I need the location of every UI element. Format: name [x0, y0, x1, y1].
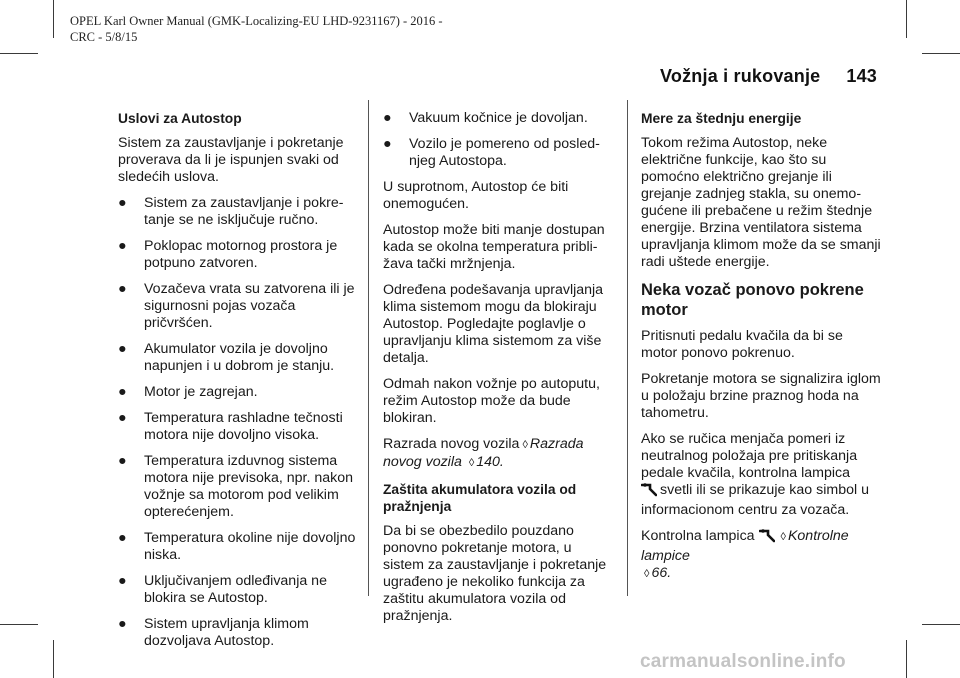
list-item — [118, 384, 358, 401]
list-item — [118, 238, 358, 272]
page-header — [609, 66, 877, 87]
cross-reference — [641, 528, 881, 583]
autostop-lamp-icon — [641, 483, 657, 502]
list-item-text: Temperatura okoline nije dovoljno niska. — [144, 530, 356, 563]
bullet-mark: ● — [118, 384, 127, 400]
crop-mark — [906, 0, 907, 38]
reference-symbol: ◊ — [468, 457, 475, 469]
reference-link[interactable]: Razrada novog vozila — [383, 436, 584, 470]
meta-line-2: CRC - 5/8/15 — [70, 30, 138, 44]
list-item-text: Sistem za zaustavljanje i pokre-tanje se ne isključuje ručno. — [144, 195, 344, 228]
bullet-mark: ● — [118, 195, 127, 211]
column-2 — [383, 110, 613, 634]
heading-autostop-conditions: Uslovi za Autostop — [118, 111, 242, 126]
paragraph: Pokretanje motora se signalizira iglom u položaju brzine praznog hoda na tahometru. — [641, 371, 881, 421]
paragraph: Da bi se obezbedilo pouzdano ponovno pokretanje motora, u sistem za zaustavljanje i pokretanje ugrađeno je nekoliko funkcija za zaštitu akumulatora vozila od pražnjenja. — [383, 523, 607, 624]
list-item — [118, 573, 358, 607]
text-after-icon: svetli ili se prikazuje kao simbol u informacionom centru za vozača. — [641, 482, 869, 518]
list-item-text: Vakuum kočnice je dovoljan. — [409, 110, 588, 126]
bullet-mark: ● — [118, 616, 127, 632]
list-item — [118, 195, 358, 229]
list-item — [118, 616, 358, 650]
crop-mark — [0, 624, 38, 625]
bullet-mark: ● — [118, 281, 127, 297]
column-divider — [627, 100, 628, 596]
list-item — [383, 110, 613, 127]
bullet-mark: ● — [118, 341, 127, 357]
list-item — [118, 530, 358, 564]
bullet-mark: ● — [118, 410, 127, 426]
heading-energy-saving: Mere za štednju energije — [641, 111, 802, 126]
text-before-icon: Ako se ručica menjača pomeri iz neutralnog položaja pre pritiskanja pedale kvačila, kontrolna lampica — [641, 431, 858, 481]
crop-mark — [906, 640, 907, 678]
list-item — [118, 410, 358, 444]
crop-mark — [922, 624, 960, 625]
paragraph — [641, 431, 881, 519]
conditions-list-continued — [383, 110, 613, 170]
list-item-text: Sistem upravljanja klimom dozvoljava Autostop. — [144, 616, 309, 649]
crop-mark — [53, 640, 54, 678]
list-item — [118, 281, 358, 332]
section-title: Vožnja i rukovanje — [660, 66, 821, 86]
list-item-text: Vozačeva vrata su zatvorena ili je sigurnosni pojas vozača pričvršćen. — [144, 281, 355, 331]
reference-prefix: Razrada novog vozila — [383, 436, 520, 452]
autostop-lamp-icon — [759, 529, 775, 548]
page-number: 143 — [846, 66, 877, 86]
list-item — [118, 341, 358, 375]
conditions-list — [118, 195, 358, 650]
reference-page[interactable]: 140. — [476, 454, 504, 470]
paragraph: U suprotnom, Autostop će biti onemogućen. — [383, 179, 569, 212]
cross-reference — [383, 436, 613, 472]
column-divider — [368, 100, 369, 596]
list-item-text: Akumulator vozila je dovoljno napunjen i u dobrom je stanju. — [144, 341, 335, 374]
list-item — [383, 136, 613, 170]
paragraph: Autostop može biti manje dostupan kada se okolna temperatura pribli-žava tački mržnjenja. — [383, 222, 605, 272]
reference-link[interactable]: Kontrolne lampice — [641, 528, 849, 564]
crop-mark — [922, 53, 960, 54]
list-item — [118, 453, 358, 521]
column-3 — [641, 110, 881, 592]
list-item-text: Vozilo je pomereno od posled-njeg Autostopa. — [409, 136, 600, 169]
bullet-mark: ● — [383, 110, 392, 126]
reference-symbol: ◊ — [644, 568, 650, 580]
list-item-text: Temperatura izduvnog sistema motora nije previsoka, npr. nakon vožnje sa motorom pod velikim opterećenjem. — [144, 453, 353, 520]
list-item-text: Motor je zagrejan. — [144, 384, 258, 400]
bullet-mark: ● — [118, 530, 127, 546]
paragraph: Odmah nakon vožnje po autoputu, režim Autostop može da bude blokiran. — [383, 376, 600, 426]
reference-page[interactable]: 66. — [651, 565, 672, 581]
list-item-text: Uključivanjem odleđivanja ne blokira se Autostop. — [144, 573, 327, 606]
reference-symbol: ◊ — [522, 439, 528, 451]
watermark: carmanualsonline.info — [640, 651, 846, 672]
crop-mark — [53, 0, 54, 38]
column-1 — [118, 110, 358, 659]
paragraph: Određena podešavanja upravljanja klima sistemom mogu da blokiraju Autostop. Pogledajte poglavlje o upravljanju klima sistemom za više detalja. — [383, 282, 604, 366]
section-heading-restart: Neka vozač ponovo pokrene motor — [641, 281, 864, 319]
document-meta — [70, 13, 443, 45]
bullet-mark: ● — [118, 453, 127, 469]
list-item-text: Temperatura rashladne tečnosti motora nije dovoljno visoka. — [144, 410, 343, 443]
heading-battery-protection: Zaštita akumulatora vozila od pražnjenja — [383, 482, 577, 514]
reference-symbol: ◊ — [780, 531, 786, 543]
paragraph: Sistem za zaustavljanje i pokretanje proverava da li je ispunjen svaki od sledećih uslova. — [118, 135, 344, 185]
meta-line-1: OPEL Karl Owner Manual (GMK-Localizing-EU LHD-9231167) - 2016 - — [70, 14, 443, 28]
paragraph: Pritisnuti pedalu kvačila da bi se motor ponovo pokrenuo. — [641, 328, 843, 361]
paragraph: Tokom režima Autostop, neke električne funkcije, kao što su pomoćno električno grejanje ili grejanje zadnjeg stakla, su onemo-gućene ili prebačene u režim štednje energije. Brzina ventilatora sistema upravljanja klimom može da se smanji radi uštede energije. — [641, 135, 881, 270]
bullet-mark: ● — [118, 238, 127, 254]
crop-mark — [0, 53, 38, 54]
reference-prefix: Kontrolna lampica — [641, 528, 755, 544]
list-item-text: Poklopac motornog prostora je potpuno zatvoren. — [144, 238, 338, 271]
bullet-mark: ● — [118, 573, 127, 589]
bullet-mark: ● — [383, 136, 392, 152]
